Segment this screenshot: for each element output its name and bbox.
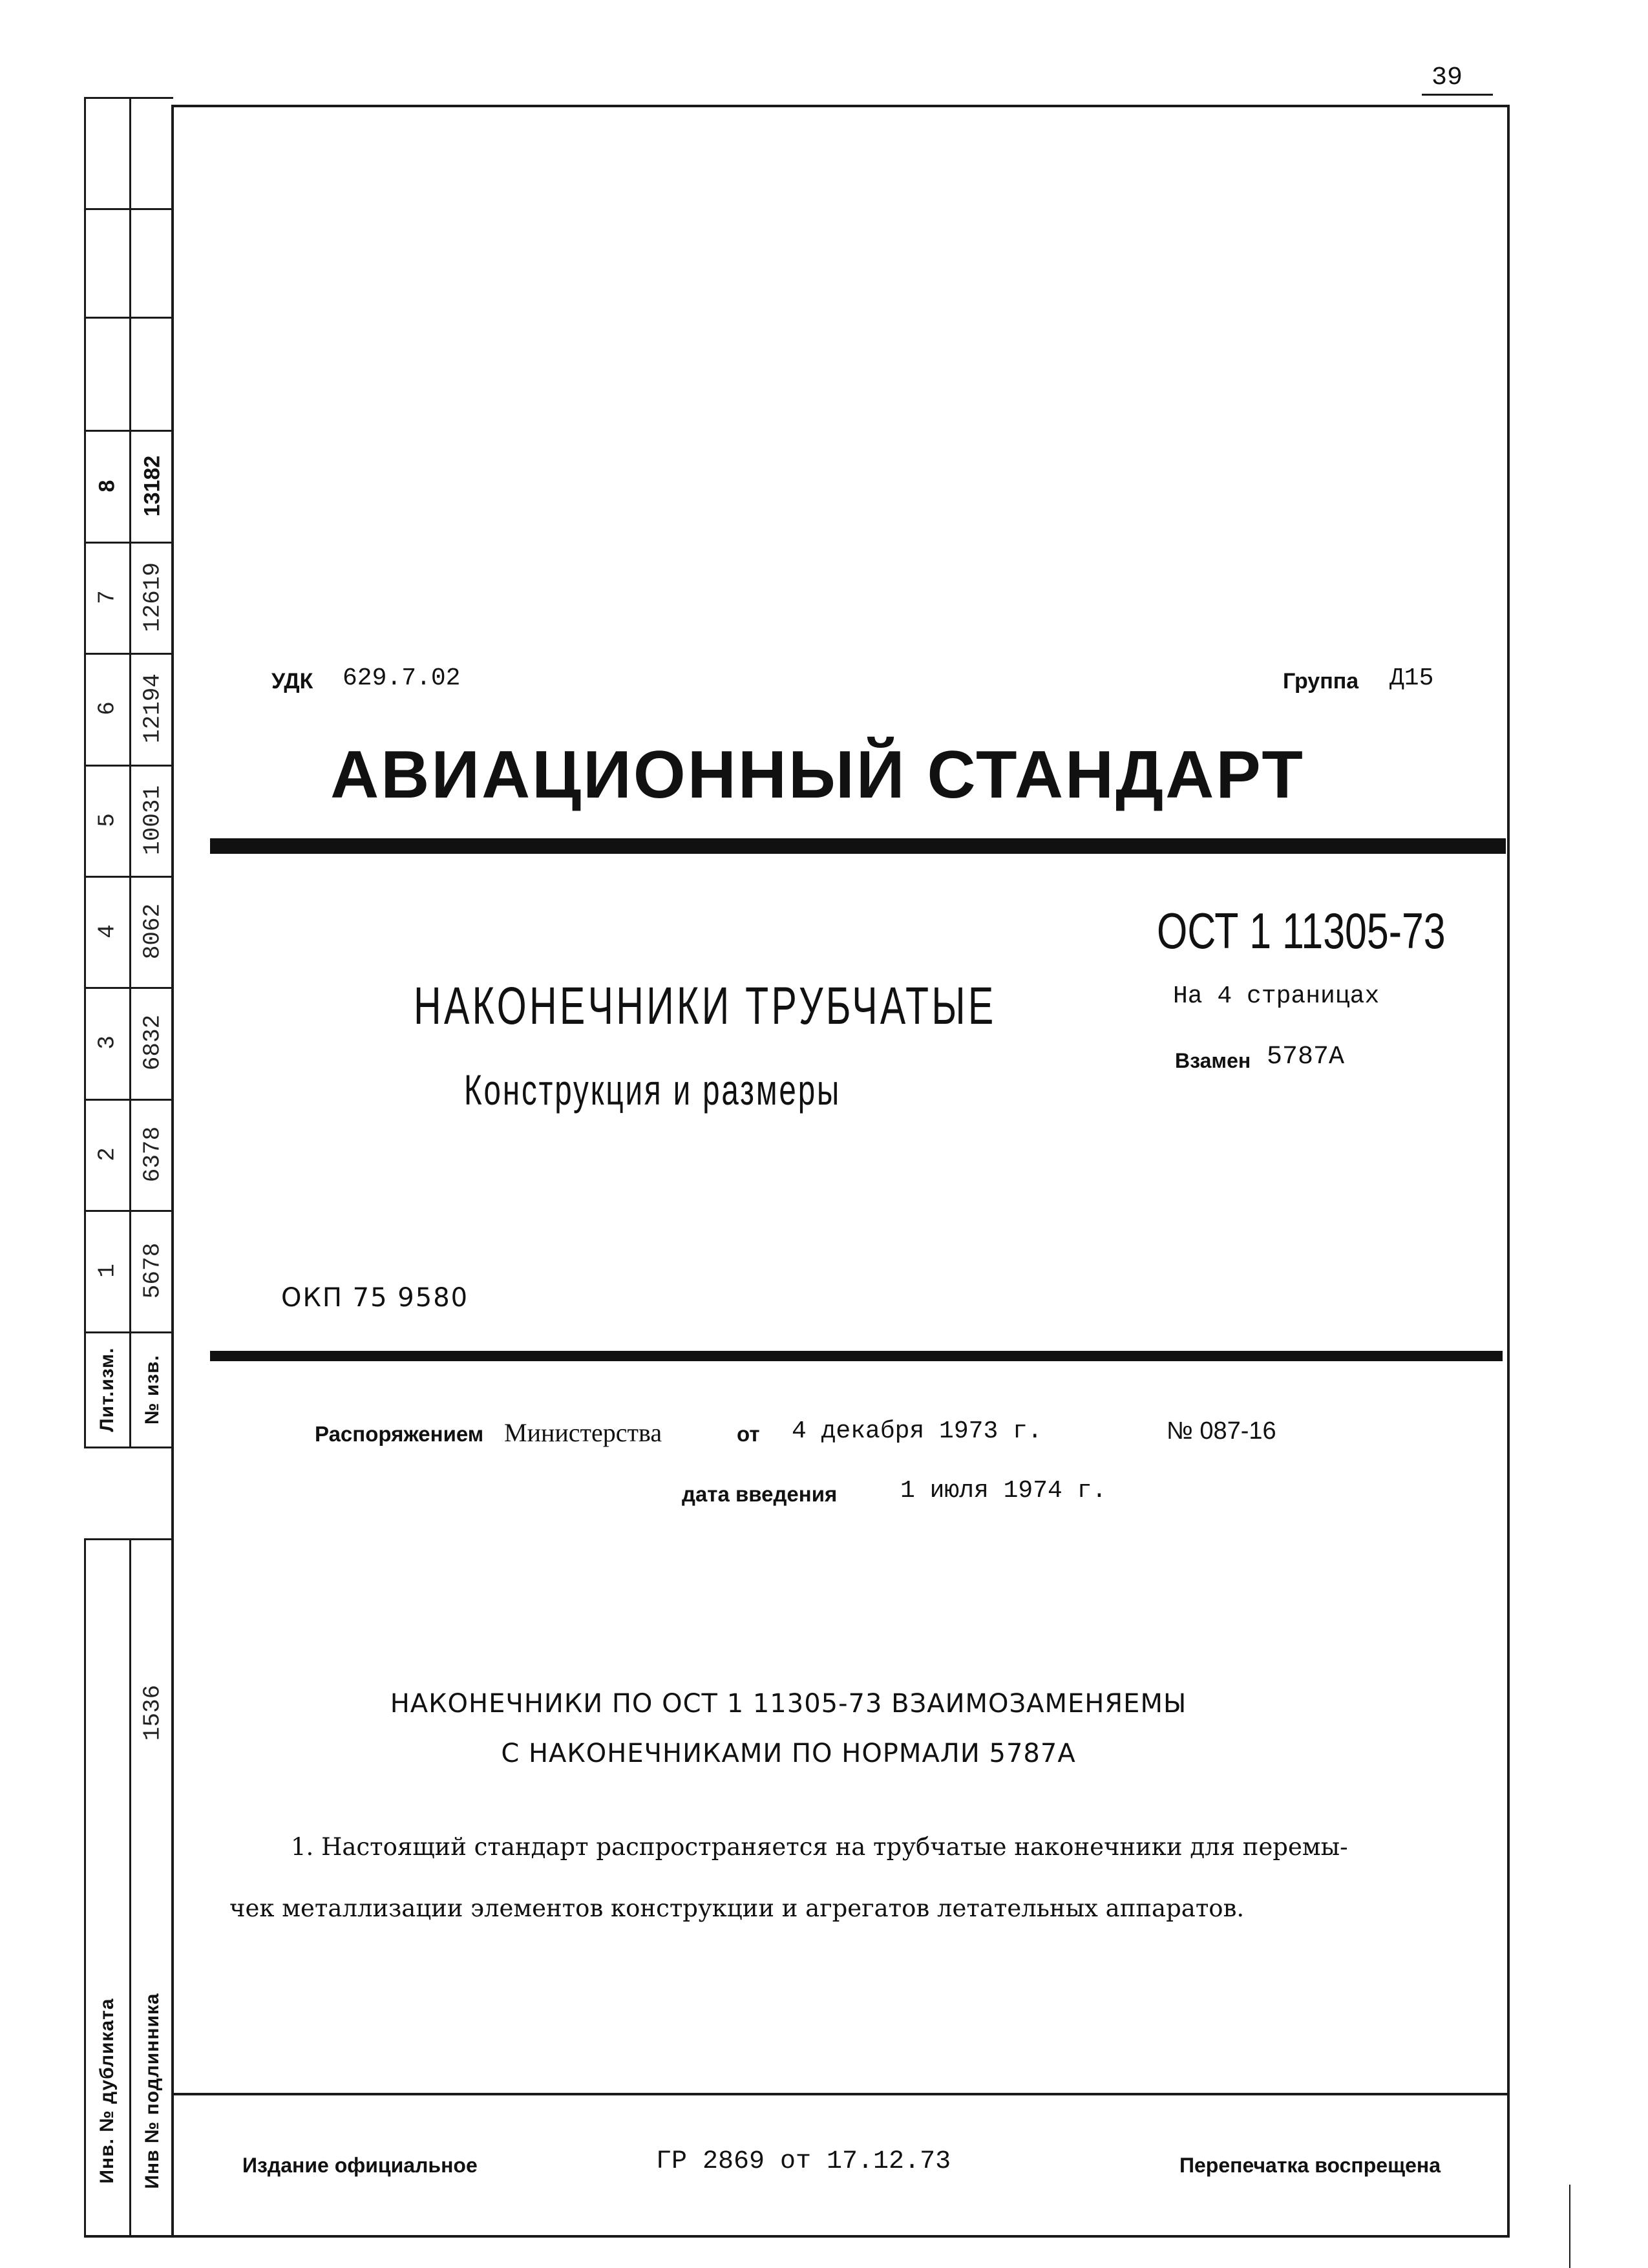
revision-no-6: 12194 <box>139 673 166 744</box>
revision-no-3: 6832 <box>139 1014 166 1071</box>
original-inventory-label: Инв № подлинника <box>142 1993 163 2189</box>
revision-lit-2: 2 <box>94 1147 121 1161</box>
header-rule <box>210 838 1506 854</box>
document-title: НАКОНЕЧНИКИ ТРУБЧАТЫЕ <box>414 977 997 1035</box>
page-number-rule <box>1422 94 1493 96</box>
order-label: Распоряжением <box>315 1422 484 1446</box>
revision-lit-1: 1 <box>94 1264 121 1278</box>
revision-lit-label: Лит.изм. <box>96 1347 118 1432</box>
order-number: № 087-16 <box>1167 1417 1276 1445</box>
revision-no-5: 10031 <box>139 785 166 856</box>
reprint-prohibited-note: Перепечатка воспрещена <box>1179 2154 1441 2177</box>
revision-lit-3: 3 <box>94 1035 121 1050</box>
frame-bottom <box>84 2235 1510 2238</box>
revision-lit-6: 6 <box>94 701 121 715</box>
revision-no-label: № изв. <box>142 1355 163 1425</box>
duplicate-inventory-label: Инв. № дубликата <box>96 1998 118 2184</box>
original-inventory-number: 1536 <box>139 1684 166 1741</box>
frame-right <box>1507 105 1510 2238</box>
standard-header-title: АВИАЦИОННЫЙ СТАНДАРТ <box>330 737 1305 812</box>
registration-note: ГР 2869 от 17.12.73 <box>656 2147 951 2176</box>
page-count-note: На 4 страницах <box>1173 982 1380 1010</box>
frame-left <box>171 105 174 2238</box>
okp-code: ОКП 75 9580 <box>281 1283 469 1313</box>
order-date: 4 декабря 1973 г. <box>792 1417 1042 1445</box>
document-subtitle: Конструкция и размеры <box>464 1066 841 1114</box>
frame-top <box>171 105 1509 107</box>
revision-no-4: 8062 <box>139 903 166 960</box>
paragraph-1-line-1: 1. Настоящий стандарт распространяется на трубчатые наконечники для перемы- <box>291 1833 1348 1861</box>
title-block-rule <box>210 1351 1503 1361</box>
interchangeability-line-1: НАКОНЕЧНИКИ ПО ОСТ 1 11305-73 ВЗАИМОЗАМЕНЯЕМЫ <box>390 1689 1187 1719</box>
order-from-label: от <box>737 1422 760 1446</box>
outer-right-rule <box>1569 2185 1570 2268</box>
official-edition-note: Издание официальное <box>242 2154 478 2177</box>
replaces-value: 5787А <box>1267 1043 1345 1072</box>
udk-value: 629.7.02 <box>343 664 461 692</box>
revision-no-1: 5678 <box>139 1242 166 1299</box>
revision-lit-4: 4 <box>94 924 121 938</box>
interchangeability-line-2: С НАКОНЕЧНИКАМИ ПО НОРМАЛИ 5787А <box>501 1739 1076 1768</box>
revision-no-7: 12619 <box>139 562 166 633</box>
introduction-date-label: дата введения <box>682 1482 838 1506</box>
order-ministry: Министерства <box>504 1418 662 1447</box>
replaces-label: Взамен <box>1175 1049 1251 1072</box>
page-number: 39 <box>1431 63 1463 92</box>
group-label: Группа <box>1283 669 1359 694</box>
revision-lit-5: 5 <box>94 813 121 827</box>
standard-number: ОСТ 1 11305-73 <box>1157 902 1446 959</box>
group-value: Д15 <box>1389 664 1434 692</box>
footer-rule <box>171 2093 1509 2095</box>
paragraph-1-line-2: чек металлизации элементов конструкции и агрегатов летательных аппаратов. <box>229 1894 1245 1922</box>
udk-label: УДК <box>271 669 313 694</box>
revision-no-2: 6378 <box>139 1126 166 1183</box>
revision-lit-8: 8 <box>94 480 120 493</box>
revision-lit-7: 7 <box>94 590 121 604</box>
revision-no-8: 13182 <box>140 455 165 517</box>
introduction-date-value: 1 июля 1974 г. <box>900 1477 1107 1505</box>
